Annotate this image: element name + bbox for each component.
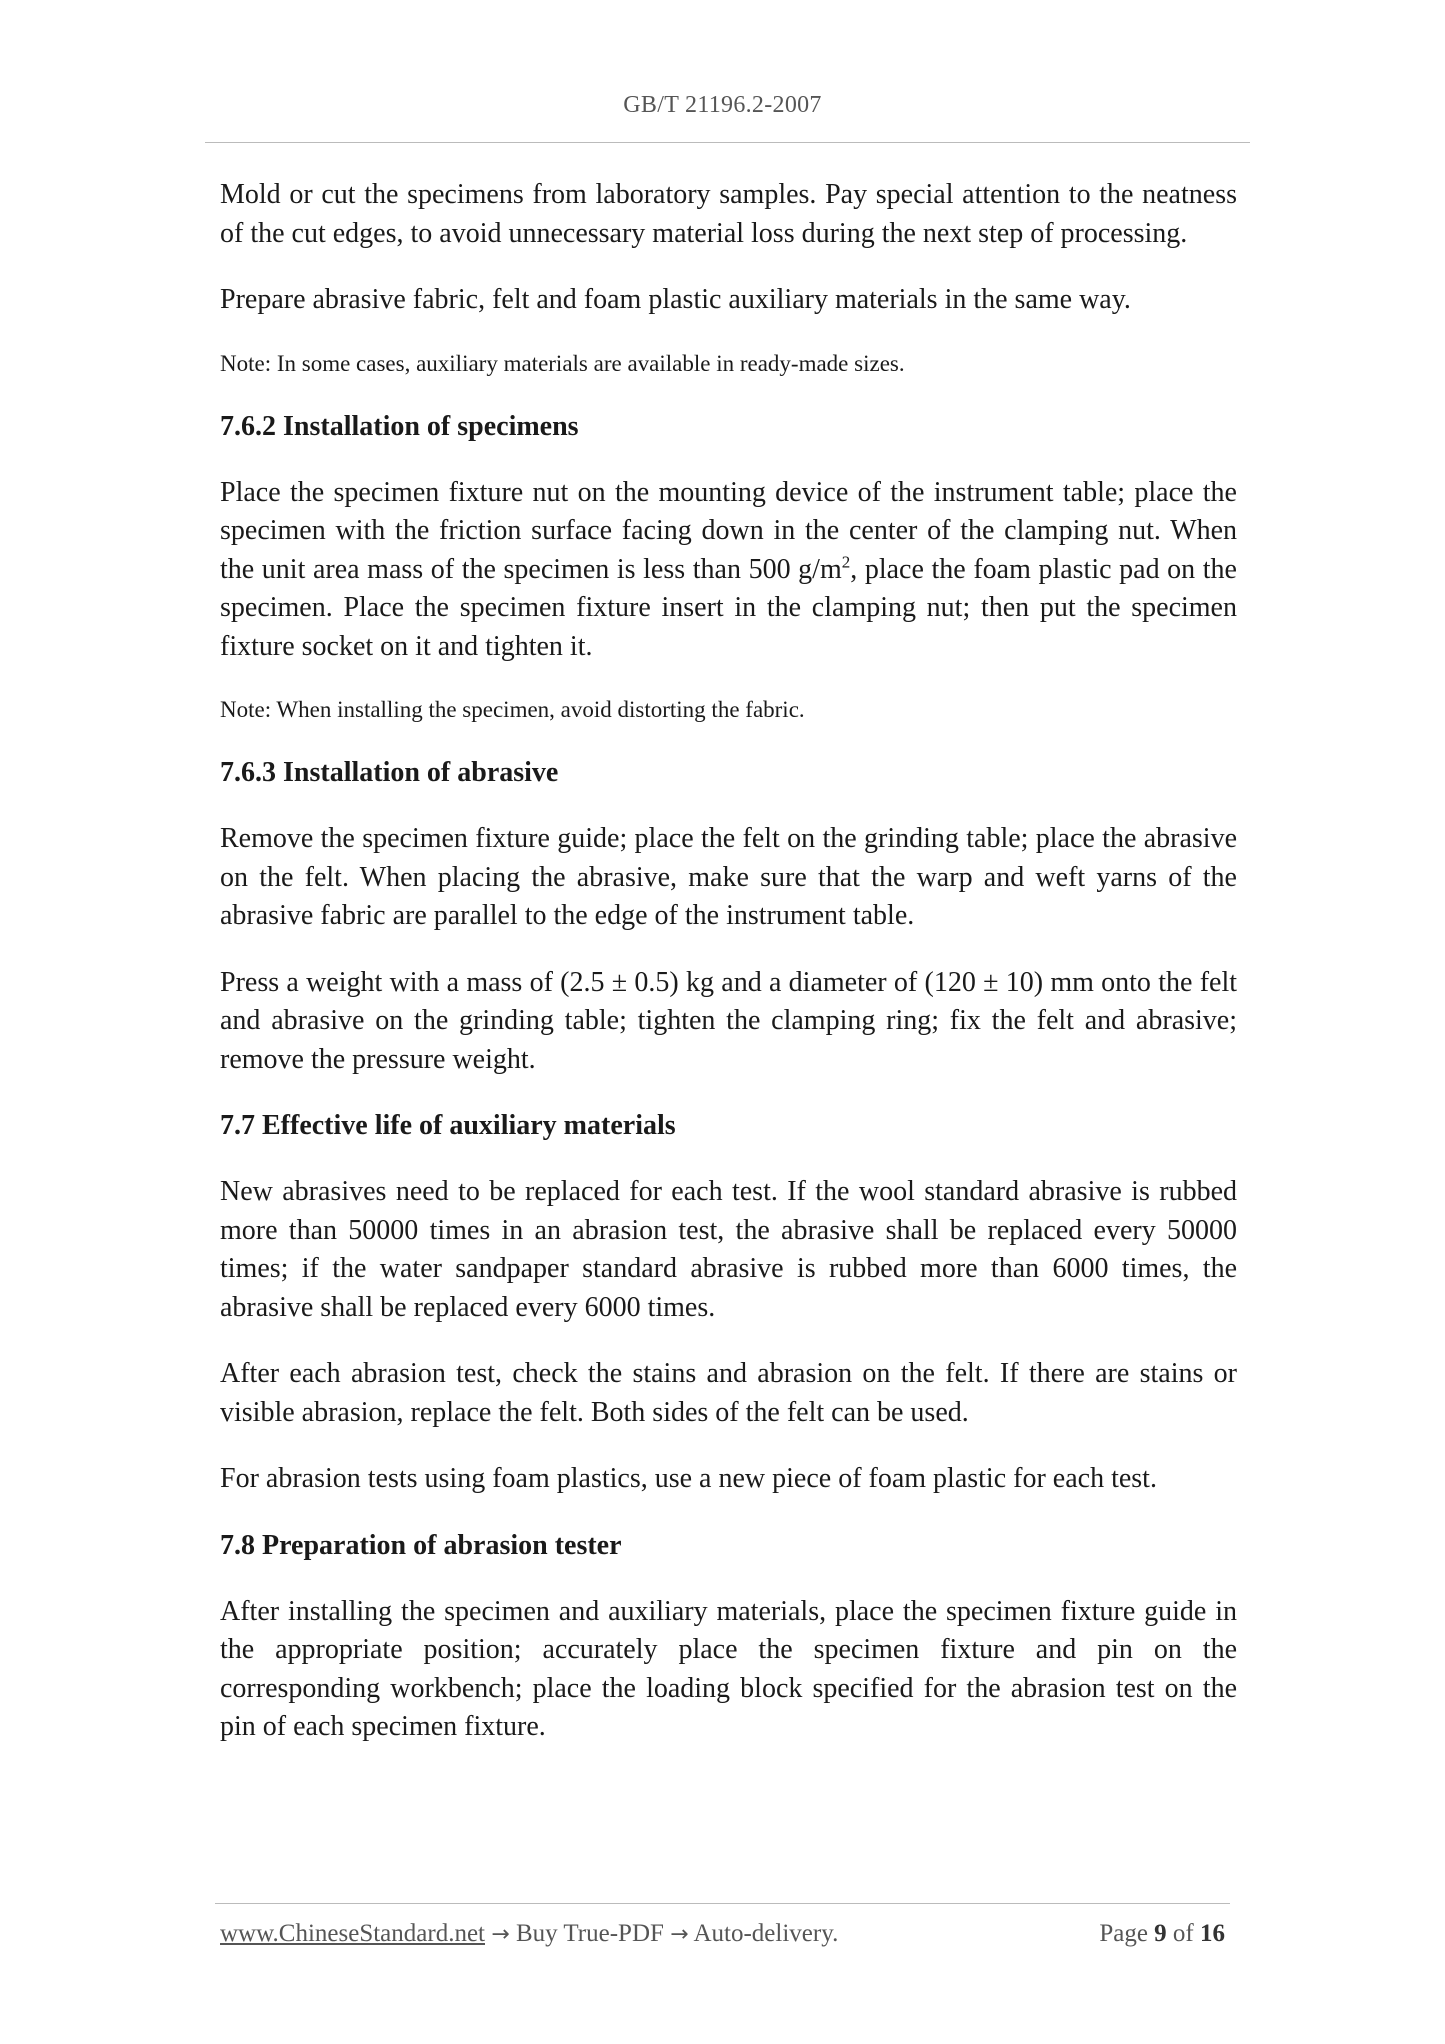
paragraph-specimen-installation-part1: Place the specimen fixture nut on the mounting device of the instrument table; place the specimen with the friction surface facing down in the center of the clamping nut. When the unit area mass of the specimen is less than 500 g/m [220,476,1237,585]
arrow-right-icon: → [491,1922,510,1947]
paragraph-specimen-cutting: Mold or cut the specimens from laboratory samples. Pay special attention to the neatness of the cut edges, to avoid unnecessary material loss during the next step of processing. [220,179,1237,249]
paragraph-felt-check: After each abrasion test, check the stains and abrasion on the felt. If there are stains or visible abrasion, replace the felt. Both sides of the felt can be used. [220,1358,1237,1428]
footer-buy-text: Buy True-PDF [515,1920,664,1947]
heading-7-8: 7.8 Preparation of abrasion tester [220,1529,622,1561]
paragraph-foam-plastic: For abrasion tests using foam plastics, use a new piece of foam plastic for each test. [220,1463,1157,1494]
header-divider [205,142,1250,143]
page-label: Page [1099,1920,1148,1947]
paragraph-weight-pressing: Press a weight with a mass of (2.5 ± 0.5) kg and a diameter of (120 ± 10) mm onto the felt and abrasive on the grinding table; tighten the clamping ring; fix the felt and abrasive; remove the pressure weight. [220,966,1237,1075]
paragraph-specimen-installation-part2: , place the foam plastic pad on the specimen. Place the specimen fixture insert in the clamping nut; then put the specimen fixture socket on it and tighten it. [220,553,1237,662]
superscript-2: 2 [841,552,851,572]
arrow-right-icon: → [670,1922,689,1947]
paragraph-tester-preparation: After installing the specimen and auxiliary materials, place the specimen fixture guide in the appropriate position; accurately place the specimen fixture and pin on the corresponding workbench; place the loading block specified for the abrasion test on the pin of each specimen fixture. [220,1595,1237,1742]
page-footer [220,1920,1225,1960]
website-link[interactable]: www.ChineseStandard.net [220,1920,485,1947]
footer-promo [220,1920,838,1948]
document-body [220,176,1237,1775]
of-label: of [1172,1920,1194,1947]
note-ready-made-sizes: Note: In some cases, auxiliary materials are available in ready-made sizes. [220,350,905,376]
footer-delivery-text: Auto-delivery. [693,1920,839,1947]
heading-7-7: 7.7 Effective life of auxiliary materials [220,1110,676,1141]
paragraph-auxiliary-prep: Prepare abrasive fabric, felt and foam plastic auxiliary materials in the same way. [220,284,1131,315]
paragraph-specimen-installation [220,474,1237,667]
heading-7-6-2: 7.6.2 Installation of specimens [220,410,579,442]
paragraph-abrasive-replacement: New abrasives need to be replaced for each test. If the wool standard abrasive is rubbed more than 50000 times in an abrasion test, the abrasive shall be replaced every 50000 times; if the water sandpaper standard abrasive is rubbed more than 6000 times, the abrasive shall be replaced every 6000 times. [220,1176,1237,1323]
footer-divider [215,1903,1230,1904]
page-number [1099,1920,1225,1948]
paragraph-abrasive-placement: Remove the specimen fixture guide; place the felt on the grinding table; place the abrasive on the felt. When placing the abrasive, make sure that the warp and weft yarns of the abrasive fabric are parallel to the edge of the instrument table. [220,823,1237,931]
heading-7-6-3: 7.6.3 Installation of abrasive [220,757,559,788]
total-pages: 16 [1200,1920,1225,1947]
page-header-title: GB/T 21196.2-2007 [623,92,822,118]
current-page: 9 [1154,1920,1167,1947]
note-avoid-distortion: Note: When installing the specimen, avoid distorting the fabric. [220,697,805,722]
